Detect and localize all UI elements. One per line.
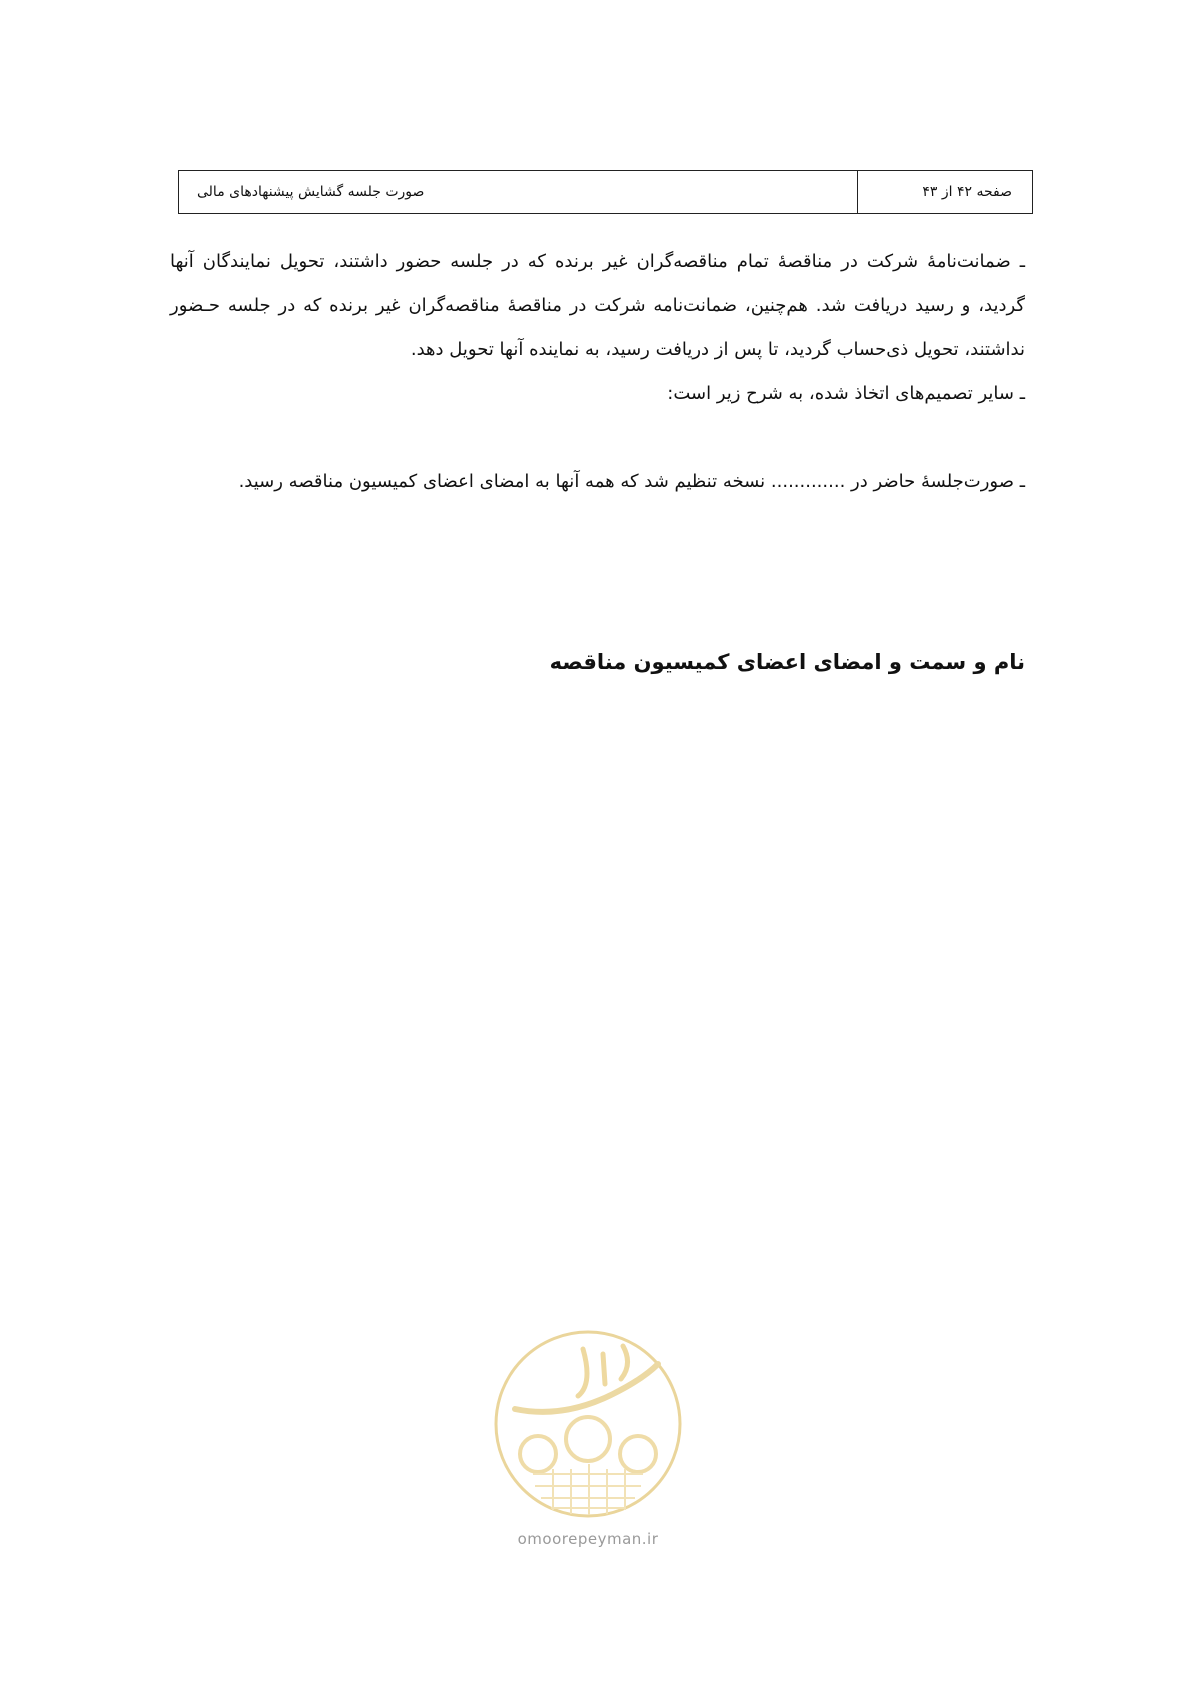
paragraph-decisions: ـ سایر تصمیم‌های اتخاذ شده، به شرح زیر است: xyxy=(667,383,1025,404)
page-header xyxy=(178,170,1033,214)
watermark xyxy=(488,1324,688,1548)
paragraph-guarantee: ـ ضمانت‌نامهٔ شرکت در مناقصهٔ تمام مناقصه‌گران غیر برنده که در جلسه حضور داشتند، تحویل نمایندگان آنها گردید، و رسید دریافت شد. هم‌چنین، ضمانت‌نامه شرکت در مناقصهٔ مناقصه‌گران غیر برنده که در جلسه حـضور نداشتند، تحویل ذی‌حساب گردید، تا پس از دریافت رسید، به نماینده آنها تحویل دهد. xyxy=(170,251,1025,360)
paragraph-copies: ـ صورت‌جلسهٔ حاضر در ............. نسخه تنظیم شد که همه آنها به امضای اعضای کمیسیون مناقصه رسید. xyxy=(238,471,1025,492)
page-number: صفحه ۴۲ از ۴۳ xyxy=(857,171,1032,213)
document-title: صورت جلسه گشایش پیشنهادهای مالی xyxy=(197,184,425,200)
watermark-logo-icon xyxy=(493,1324,683,1524)
signature-heading: نام و سمت و امضای اعضای کمیسیون مناقصه xyxy=(549,650,1025,674)
watermark-site: omoorepeyman.ir xyxy=(517,1530,659,1548)
body-text xyxy=(170,240,1025,504)
